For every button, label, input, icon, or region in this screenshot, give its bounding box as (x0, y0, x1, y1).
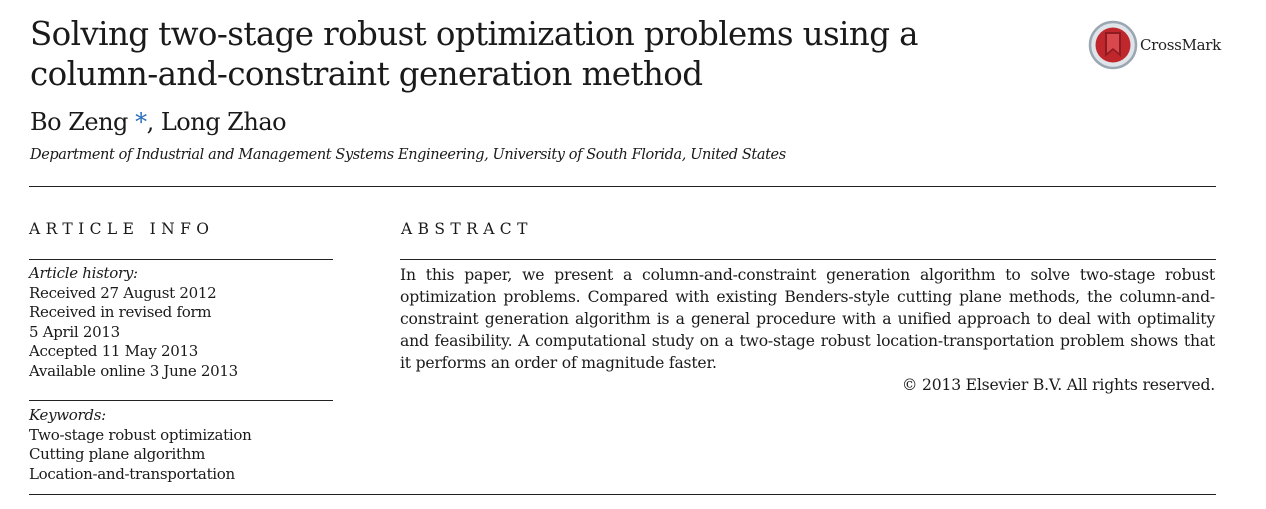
history-accepted: Accepted 11 May 2013 (29, 342, 198, 360)
abstract-heading: ABSTRACT (401, 220, 533, 238)
history-online: Available online 3 June 2013 (29, 361, 238, 380)
crossmark-label: CrossMark (1140, 36, 1221, 54)
header-divider (29, 186, 1216, 187)
title-line-2: column-and-constraint generation method (30, 55, 703, 93)
keywords (29, 406, 334, 484)
keywords-divider (29, 400, 333, 401)
article-history-label: Article history: (29, 264, 138, 282)
keywords-label: Keywords: (29, 406, 106, 424)
article-info-heading: ARTICLE INFO (29, 220, 215, 238)
corresponding-author-mark[interactable]: * (135, 108, 147, 136)
crossmark-icon (1088, 20, 1138, 70)
abstract-divider (400, 259, 1216, 260)
affiliation: Department of Industrial and Management Systems Engineering, University of South Florida, United States (30, 147, 786, 163)
history-received: Received 27 August 2012 (29, 283, 217, 302)
keyword-item: Cutting plane algorithm (29, 445, 206, 463)
author-separator: , (146, 108, 154, 136)
author-second[interactable]: Long Zhao (160, 108, 287, 136)
footer-divider (29, 494, 1216, 495)
article-history (29, 264, 334, 381)
article-info-divider (29, 259, 333, 260)
crossmark-badge[interactable] (1088, 20, 1228, 74)
paper-title (30, 14, 930, 94)
abstract-body: In this paper, we present a column-and-constraint generation algorithm to solve two-stage robust optimization problems. Compared with existing Benders-style cutting plane methods, the column-and-constraint generation algorithm is a general procedure with a unified approach to deal with optimality and feasibility. A computational study on a two-stage robust location-transportation problem shows that it performs an order of magnitude faster. (400, 266, 1215, 372)
author-first[interactable]: Bo Zeng (30, 108, 128, 136)
author-list (30, 106, 286, 138)
copyright-notice: © 2013 Elsevier B.V. All rights reserved. (901, 376, 1215, 394)
history-revised-date: 5 April 2013 (29, 322, 120, 341)
history-revised: Received in revised form (29, 303, 212, 321)
keyword-item: Two-stage robust optimization (29, 425, 252, 444)
title-line-1: Solving two-stage robust optimization problems using a (30, 15, 918, 53)
keyword-item: Location-and-transportation (29, 464, 235, 483)
